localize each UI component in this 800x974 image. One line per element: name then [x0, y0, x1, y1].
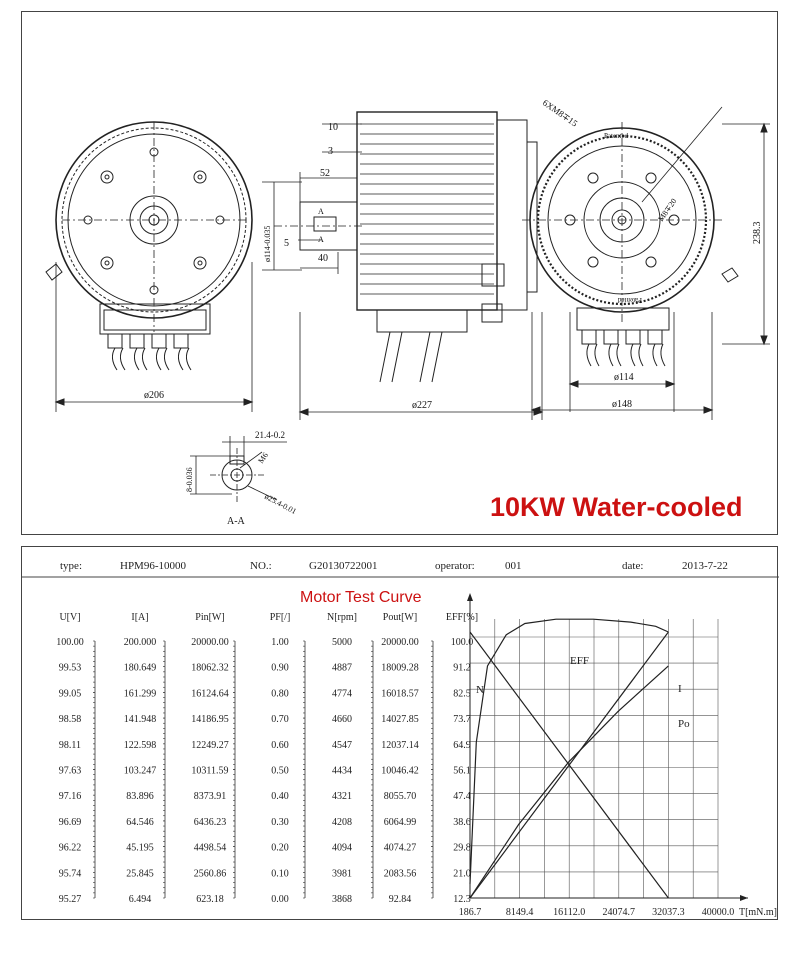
table-cell: 3981 [332, 868, 352, 880]
table-cell: 64.9 [453, 739, 471, 751]
date-label: date: [622, 560, 644, 572]
no-value: G20130722001 [309, 560, 378, 572]
table-cell: 4660 [332, 714, 352, 726]
table-cell: 38.6 [453, 816, 471, 828]
x-tick-label: 186.7 [458, 907, 482, 918]
table-cell: 6064.99 [383, 816, 417, 828]
side-view [262, 112, 542, 420]
operator-label: operator: [435, 560, 475, 572]
table-cell: 8373.91 [193, 791, 227, 803]
table-cell: 10046.42 [381, 765, 419, 777]
table-cell: 623.18 [196, 894, 224, 905]
table-cell: 91.2 [453, 662, 471, 674]
dim-148: ø148 [612, 399, 632, 410]
table-cell: 73.7 [453, 714, 471, 726]
table-cell: 0.70 [271, 714, 289, 726]
table-cell: 4094 [332, 842, 352, 854]
center-thread-label: M8∓20 [656, 196, 679, 224]
table-cell: 4321 [332, 791, 352, 803]
data-table [56, 612, 478, 905]
column-header: U[V] [59, 612, 81, 623]
table-cell: 200.000 [123, 637, 157, 648]
table-cell: 21.0 [453, 868, 471, 880]
table-cell: 97.63 [58, 765, 82, 777]
table-cell: 100.00 [56, 637, 84, 648]
table-cell: 2083.56 [383, 868, 417, 880]
table-cell: 0.00 [271, 894, 289, 905]
x-tick-label: 32037.3 [652, 907, 685, 918]
table-cell: 1.00 [271, 637, 289, 648]
test-curve-chart [459, 593, 777, 918]
key-dim-8: 8-0.036 [185, 467, 194, 492]
rear-view [46, 122, 252, 412]
report-header [60, 560, 728, 572]
table-cell: 0.20 [271, 842, 289, 854]
x-tick-label: 16112.0 [553, 907, 586, 918]
column-header: EFF[%] [445, 612, 479, 623]
test-report [22, 547, 779, 921]
table-cell: 12249.27 [191, 739, 229, 751]
table-cell: 98.58 [58, 714, 82, 726]
dim-40: 40 [318, 253, 328, 264]
type-value: HPM96-10000 [120, 560, 187, 572]
x-tick-label: 24074.7 [602, 907, 636, 918]
table-cell: 56.1 [453, 765, 471, 777]
dim-52: 52 [320, 168, 330, 179]
bolt-holes-label: 6XM8∓15 [540, 97, 580, 129]
table-cell: 29.8 [453, 842, 471, 854]
table-cell: 0.10 [271, 868, 289, 880]
column-header: Pin[W] [195, 612, 225, 623]
table-cell: 12.3 [453, 894, 471, 905]
operator-value: 001 [505, 560, 522, 572]
table-cell: 4498.54 [193, 842, 227, 854]
table-cell: 14186.95 [191, 714, 229, 726]
curve-label-n: N [476, 684, 484, 696]
table-cell: 99.05 [58, 688, 82, 700]
table-cell: 25.845 [126, 868, 154, 880]
technical-drawing-panel [21, 11, 778, 535]
column-header: I[A] [131, 612, 149, 623]
x-tick-label: 40000.0 [701, 907, 735, 918]
table-cell: 100.0 [450, 637, 474, 648]
table-cell: 18062.32 [191, 662, 229, 674]
table-cell: 82.5 [453, 688, 471, 700]
table-cell: 96.22 [58, 842, 82, 854]
table-cell: 95.74 [58, 868, 82, 880]
key-dim-21: 21.4-0.2 [255, 430, 285, 440]
table-cell: 180.649 [123, 662, 157, 674]
key-dim-25: ø25.4-0.01 [263, 491, 298, 517]
table-cell: 16018.57 [381, 688, 419, 700]
table-cell: 0.50 [271, 765, 289, 777]
table-cell: 20000.00 [381, 637, 419, 648]
table-cell: 122.598 [123, 739, 157, 751]
table-cell: 0.60 [271, 739, 289, 751]
table-cell: 98.11 [58, 739, 82, 751]
table-cell: 5000 [332, 637, 352, 648]
table-cell: 20000.00 [191, 637, 229, 648]
table-cell: 92.84 [388, 894, 412, 905]
table-cell: 45.195 [126, 842, 154, 854]
table-cell: 8055.70 [383, 791, 417, 803]
table-cell: 47.4 [453, 791, 471, 803]
table-cell: 64.546 [126, 816, 154, 828]
table-cell: 4208 [332, 816, 352, 828]
y-axis-arrow [467, 593, 473, 601]
front-view [522, 107, 770, 420]
table-cell: 97.16 [58, 791, 82, 803]
column-header: Pout[W] [382, 612, 418, 623]
chart-title: Motor Test Curve [300, 589, 422, 606]
table-cell: 14027.85 [381, 714, 419, 726]
curve-label-po: Po [678, 718, 690, 730]
table-cell: 4774 [332, 688, 352, 700]
dim-238: 238.3 [752, 221, 763, 244]
table-cell: 0.40 [271, 791, 289, 803]
curve-label-eff: EFF [570, 655, 589, 667]
label-3: 3 [328, 146, 333, 157]
table-cell: 95.27 [58, 894, 82, 905]
table-cell: 12037.14 [381, 739, 419, 751]
dim-5: 5 [284, 238, 289, 249]
table-cell: 16124.64 [191, 688, 229, 700]
table-cell: 6.494 [128, 894, 152, 905]
patented-label-bottom: Patented [617, 296, 642, 304]
column-header: N[rpm] [327, 612, 357, 623]
type-label: type: [60, 560, 82, 572]
table-cell: 96.69 [58, 816, 82, 828]
curve-label-i: I [678, 683, 682, 695]
column-header: PF[/] [269, 612, 291, 623]
dim-114: ø114 [614, 372, 634, 383]
dim-227: ø227 [412, 400, 432, 411]
patented-label-top: Patented [604, 132, 629, 140]
no-label: NO.: [250, 560, 272, 572]
test-report-panel [21, 546, 778, 920]
table-cell: 141.948 [123, 714, 157, 726]
table-cell: 99.53 [58, 662, 82, 674]
table-cell: 4547 [332, 739, 352, 751]
technical-drawing [22, 12, 779, 536]
dim-shaft: ø114-0.035 [263, 225, 272, 262]
x-axis-unit: T[mN.m] [738, 907, 778, 918]
table-cell: 103.247 [123, 765, 157, 777]
table-cell: 2560.86 [193, 868, 227, 880]
key-thread-m6: M6 [256, 450, 271, 466]
table-cell: 18009.28 [381, 662, 419, 674]
table-cell: 6436.23 [193, 816, 227, 828]
table-cell: 4434 [332, 765, 352, 777]
table-cell: 0.80 [271, 688, 289, 700]
x-tick-label: 8149.4 [505, 907, 534, 918]
banner-title: 10KW Water-cooled [490, 492, 743, 522]
table-cell: 83.896 [126, 791, 154, 803]
table-cell: 0.30 [271, 816, 289, 828]
table-cell: 4887 [332, 662, 352, 674]
table-cell: 161.299 [123, 688, 157, 700]
x-axis-arrow [740, 895, 748, 901]
section-mark-bottom: A [318, 235, 324, 244]
table-cell: 0.90 [271, 662, 289, 674]
label-10: 10 [328, 122, 338, 133]
table-cell: 4074.27 [383, 842, 417, 854]
date-value: 2013-7-22 [682, 560, 728, 572]
section-mark-top: A [318, 207, 324, 216]
table-cell: 10311.59 [191, 765, 229, 777]
dim-206: ø206 [144, 390, 164, 401]
section-label: A-A [227, 516, 245, 527]
table-cell: 3868 [332, 894, 352, 905]
